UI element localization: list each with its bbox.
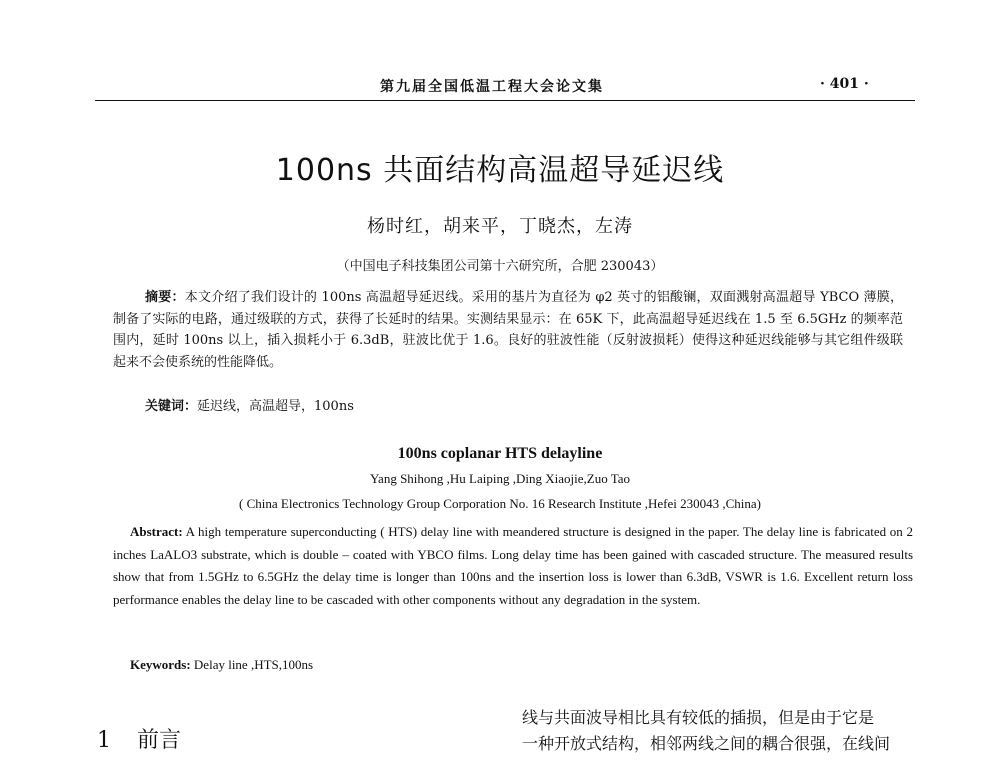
abstract-cn bbox=[113, 287, 903, 373]
section-heading bbox=[97, 723, 181, 754]
authors-en: Yang Shihong ,Hu Laiping ,Ding Xiaojie,Zuo Tao bbox=[369, 471, 631, 486]
keywords-en-label: Keywords: bbox=[130, 657, 191, 672]
authors: 杨时红，胡来平，丁晓杰，左涛 bbox=[367, 216, 633, 237]
affiliation-en: ( China Electronics Technology Group Corporation No. 16 Research Institute ,Hefei 230043 ,China) bbox=[239, 496, 761, 511]
paper-title: 100ns 共面结构高温超导延迟线 bbox=[275, 153, 725, 188]
abstract-en-text: A high temperature superconducting ( HTS) delay line with meandered structure is designed in the paper. The delay line is fabricated on 2 inches LaALO3 substrate, which is double – coated with YBCO films. Long delay time has been gained with cascaded structure. The measured results show that from 1.5GHz to 6.5GHz the delay time is longer than 100ns and the insertion loss is lower than 6.3dB, VSWR is 1.6. Excellent return loss performance enables the delay line to be cascaded with other components without any degradation in the system. bbox=[113, 524, 913, 607]
body-line: 线与共面波导相比具有较低的插损，但是由于它是 bbox=[522, 708, 875, 727]
keywords-cn bbox=[145, 395, 905, 414]
body-line: 一种开放式结构，相邻两线之间的耦合很强，在线间 bbox=[522, 734, 891, 753]
keywords-cn-label: 关键词： bbox=[145, 399, 198, 414]
body-text-right-column bbox=[522, 705, 917, 757]
abstract-en bbox=[113, 521, 913, 611]
keywords-cn-text: 延迟线，高温超导，100ns bbox=[197, 399, 354, 414]
keywords-en bbox=[130, 657, 890, 673]
section-number: 1 bbox=[97, 728, 111, 753]
keywords-en-text: Delay line ,HTS,100ns bbox=[190, 657, 314, 672]
abstract-cn-text: 本文介绍了我们设计的 100ns 高温超导延迟线。采用的基片为直径为 φ2 英寸的铝酸镧，双面溅射高温超导 YBCO 薄膜，制备了实际的电路，通过级联的方式，获得了长延时的结果。实测结果显示：在 65K 下，此高温超导延迟线在 1.5 至 6.5GHz 的频率范围内，延时 100ns 以上，插入损耗小于 6.3dB，驻波比优于 1.6。良好的驻波性能（反射波损耗）使得这种延迟线能够与其它组件级联起来不会使系统的性能降低。 bbox=[113, 290, 903, 370]
running-header-conference: 第九届全国低温工程大会论文集 bbox=[380, 79, 604, 95]
paper-title-en: 100ns coplanar HTS delayline bbox=[397, 445, 603, 462]
abstract-cn-label: 摘要： bbox=[145, 290, 185, 305]
affiliation: （中国电子科技集团公司第十六研究所，合肥 230043） bbox=[336, 259, 664, 274]
abstract-en-label: Abstract: bbox=[130, 524, 183, 539]
page-number: · 401 · bbox=[820, 76, 869, 92]
section-title: 前言 bbox=[137, 728, 182, 753]
header-rule bbox=[95, 100, 915, 101]
